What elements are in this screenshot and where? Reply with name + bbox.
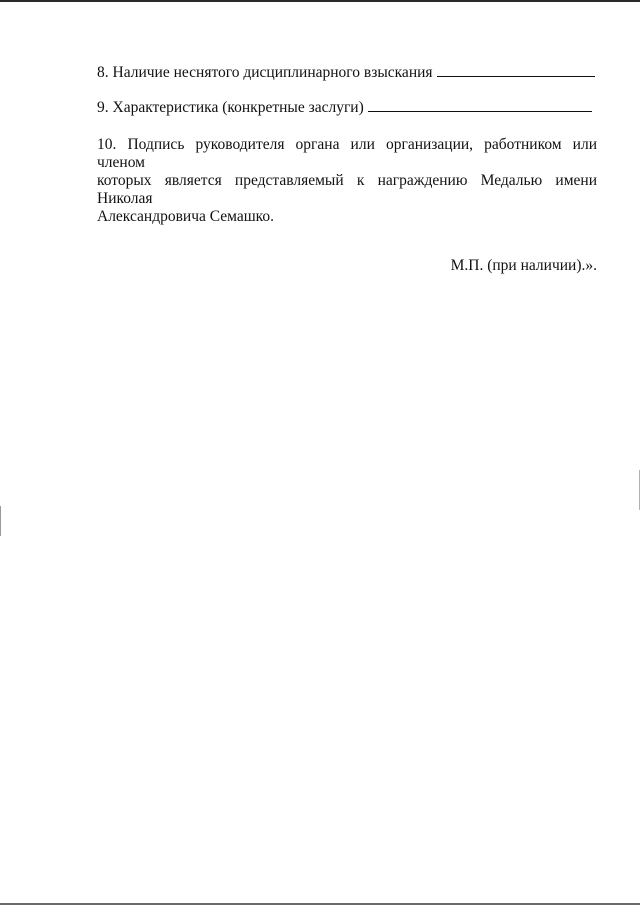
- item-9-label: 9. Характеристика (конкретные заслуги): [97, 99, 364, 116]
- item-8-blank-field[interactable]: [437, 62, 595, 77]
- scan-mark-left: [0, 506, 1, 536]
- item-10-line-2: которых является представляемый к награждению Медалью имени Николая: [97, 172, 597, 207]
- stamp-place-note: М.П. (при наличии).».: [450, 257, 597, 274]
- scan-border-top: [0, 0, 640, 2]
- item-10-line-3: Александровича Семашко.: [97, 208, 275, 225]
- item-10-signature-paragraph: [97, 136, 597, 226]
- item-8-disciplinary-penalty: [97, 62, 595, 82]
- item-10-line-1: 10. Подпись руководителя органа или организации, работником или членом: [97, 136, 597, 171]
- item-8-label: 8. Наличие неснятого дисциплинарного взыскания: [97, 64, 433, 81]
- item-9-characteristics: [97, 97, 592, 117]
- item-9-blank-field[interactable]: [368, 97, 592, 112]
